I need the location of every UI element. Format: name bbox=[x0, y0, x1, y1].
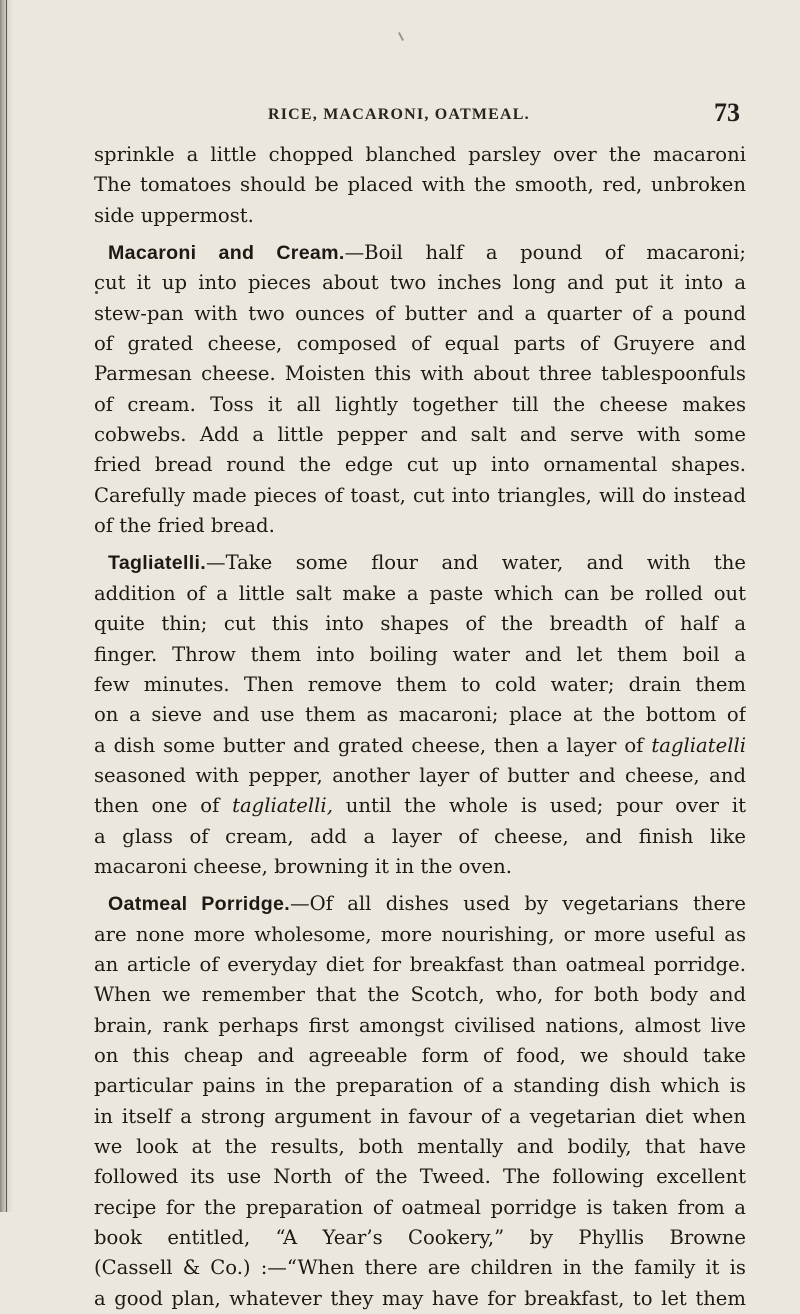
page-number: 73 bbox=[714, 98, 740, 127]
text-line: Carefully made pieces of toast, cut into triangles, will do instead bbox=[94, 483, 746, 507]
text-line: few minutes. Then remove them to cold water; drain them bbox=[94, 672, 746, 696]
text-line: (Cassell & Co.) :—“When there are children in the family it is bbox=[94, 1256, 746, 1280]
text-line: Parmesan cheese. Moisten this with about three tablespoonfuls bbox=[94, 362, 746, 386]
text-line: in itself a strong argument in favour of a vegetarian diet when bbox=[94, 1104, 746, 1128]
paragraph-oatmeal-porridge bbox=[94, 889, 746, 1314]
page-binding-line bbox=[6, 0, 7, 1212]
text-line: When we remember that the Scotch, who, for both body and bbox=[94, 983, 746, 1007]
text-line: addition of a little salt make a paste which can be rolled out bbox=[94, 581, 746, 605]
text-line: are none more wholesome, more nourishing, or more useful as bbox=[94, 922, 746, 946]
recipe-heading: Oatmeal Porridge. bbox=[108, 893, 290, 916]
text-line: side uppermost. bbox=[94, 203, 254, 227]
text-line: The tomatoes should be placed with the smooth, red, unbroken bbox=[94, 173, 746, 197]
text-line: a glass of cream, add a layer of cheese, and finish like bbox=[94, 824, 746, 848]
text-line: finger. Throw them into boiling water and let them boil a bbox=[94, 642, 746, 666]
text-line: seasoned with pepper, another layer of butter and cheese, and bbox=[94, 763, 746, 787]
text-line bbox=[94, 238, 746, 268]
text-run: then one of bbox=[94, 794, 220, 818]
paragraph-tagliatelli bbox=[94, 548, 746, 882]
text-line: of cream. Toss it all lightly together till the cheese makes bbox=[94, 392, 746, 416]
text-line: cut it up into pieces about two inches long and put it into a bbox=[94, 271, 746, 295]
text-run: until the whole is used; pour over it bbox=[345, 794, 746, 818]
text-line: we look at the results, both mentally and bodily, that have bbox=[94, 1135, 746, 1158]
text-line: cobwebs. Add a little pepper and salt and serve with some bbox=[94, 423, 746, 447]
text-line: of grated cheese, composed of equal parts of Gruyere and bbox=[94, 332, 746, 356]
text-line: particular pains in the preparation of a standing dish which is bbox=[94, 1074, 746, 1098]
recipe-heading: Macaroni and Cream. bbox=[108, 242, 345, 265]
text-line: on a sieve and use them as macaroni; place at the bottom of bbox=[94, 703, 746, 727]
text-line bbox=[94, 791, 746, 821]
text-run: —Boil half a pound of macaroni; bbox=[344, 241, 746, 265]
text-line: book entitled, “A Year’s Cookery,” by Phyllis Browne bbox=[94, 1226, 746, 1250]
text-line: stew-pan with two ounces of butter and a quarter of a pound bbox=[94, 301, 746, 325]
text-line bbox=[94, 731, 746, 761]
text-line: macaroni cheese, browning it in the oven. bbox=[94, 854, 512, 878]
text-line bbox=[94, 548, 746, 578]
recipe-heading: Tagliatelli. bbox=[108, 552, 206, 575]
paragraph-parsley-tomatoes bbox=[94, 140, 746, 231]
text-line: followed its use North of the Tweed. The following excellent bbox=[94, 1165, 746, 1189]
text-line bbox=[94, 889, 746, 919]
text-run: a dish some butter and grated cheese, then a layer of bbox=[94, 733, 644, 757]
running-head: RICE, MACARONI, OATMEAL. bbox=[268, 106, 530, 123]
text-line: brain, rank perhaps first amongst civilised nations, almost live bbox=[94, 1013, 746, 1037]
text-line: an article of everyday diet for breakfast than oatmeal porridge. bbox=[94, 952, 746, 976]
italic-term: tagliatelli, bbox=[232, 794, 333, 818]
text-run: —Take some flour and water, and with the bbox=[205, 551, 746, 575]
page-binding-edge bbox=[0, 0, 14, 1212]
page-scan-mark bbox=[398, 32, 404, 41]
text-run: —Of all dishes used by vegetarians there bbox=[289, 892, 746, 916]
italic-term: tagliatelli bbox=[651, 733, 746, 757]
text-line: sprinkle a little chopped blanched parsley over the macaroni bbox=[94, 143, 746, 166]
text-line: a good plan, whatever they may have for breakfast, to let them bbox=[94, 1286, 746, 1310]
text-line: on this cheap and agreeable form of food, we should take bbox=[94, 1043, 746, 1067]
paragraph-macaroni-and-cream bbox=[94, 238, 746, 541]
text-line: quite thin; cut this into shapes of the breadth of half a bbox=[94, 612, 746, 636]
page-body bbox=[94, 140, 746, 1314]
text-line: of the fried bread. bbox=[94, 514, 275, 538]
text-line: recipe for the preparation of oatmeal porridge is taken from a bbox=[94, 1195, 746, 1219]
text-line: fried bread round the edge cut up into ornamental shapes. bbox=[94, 453, 746, 477]
